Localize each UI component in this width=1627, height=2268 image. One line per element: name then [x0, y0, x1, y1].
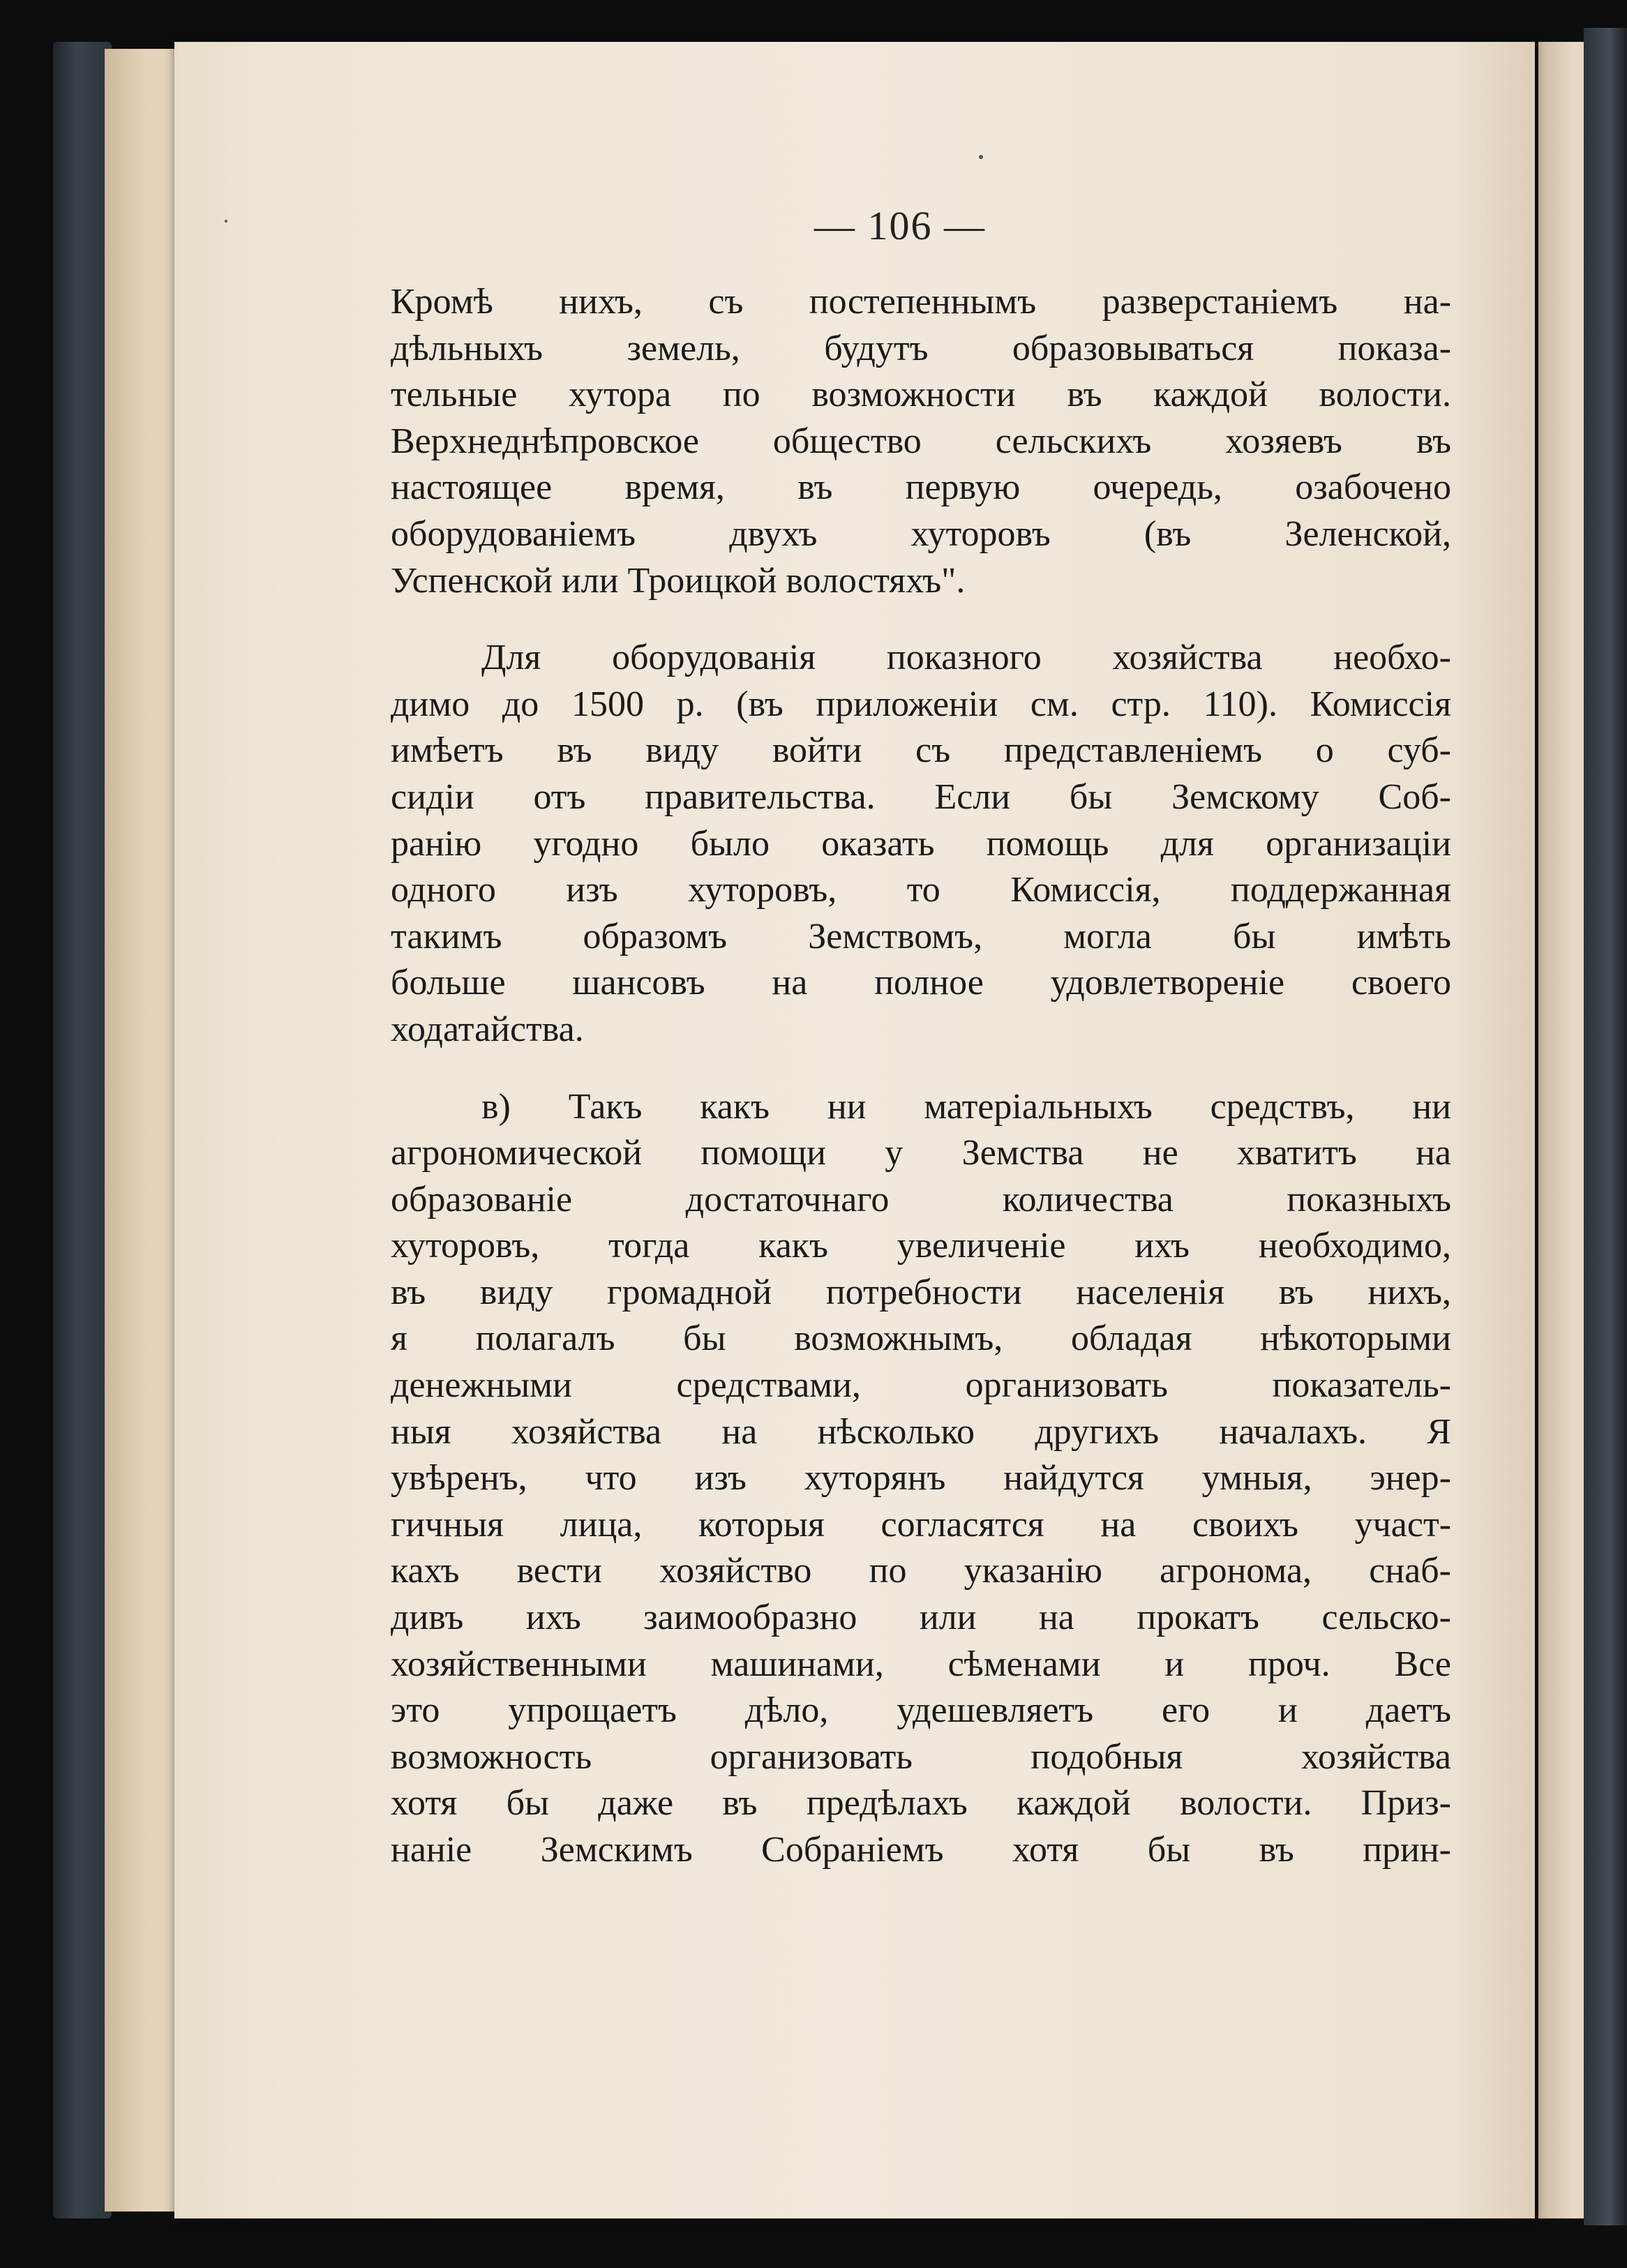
paragraph-3: [391, 1084, 1451, 1874]
text-line: хуторовъ, тогда какъ увеличеніе ихъ необходимо,: [391, 1226, 1451, 1266]
text-line: увѣренъ, что изъ хуторянъ найдутся умныя, энер-: [391, 1458, 1451, 1499]
body-text: [391, 279, 1451, 1874]
text-line: гичныя лица, которыя согласятся на своихъ участ-: [391, 1504, 1451, 1545]
text-line: больше шансовъ на полное удовлетвореніе своего: [391, 963, 1451, 1003]
text-line: тельные хутора по возможности въ каждой волости.: [391, 375, 1451, 415]
ink-speck: [225, 220, 227, 223]
text-line: хозяйственными машинами, сѣменами и проч. Все: [391, 1644, 1451, 1684]
paragraph-2: [391, 635, 1451, 1053]
text-line: наніе Земскимъ Собраніемъ хотя бы въ прин-: [391, 1830, 1451, 1870]
text-line: дивъ ихъ заимообразно или на прокатъ сельско-: [391, 1598, 1451, 1638]
text-line: ранію угодно было оказать помощь для организаціи: [391, 823, 1451, 864]
book-cover-right: [1584, 28, 1627, 2225]
text-line: сидіи отъ правительства. Если бы Земскому Соб-: [391, 776, 1451, 817]
text-line: въ виду громадной потребности населенія въ нихъ,: [391, 1272, 1451, 1312]
text-line: это упрощаетъ дѣло, удешевляетъ его и даетъ: [391, 1690, 1451, 1731]
paragraph-1: [391, 279, 1451, 604]
text-line: я полагалъ бы возможнымъ, обладая нѣкоторыми: [391, 1319, 1451, 1359]
text-line: Верхнеднѣпровское общество сельскихъ хозяевъ въ: [391, 421, 1451, 461]
text-line: кахъ вести хозяйство по указанію агронома, снаб-: [391, 1551, 1451, 1591]
page-number: — 106 —: [814, 203, 986, 248]
text-line: возможность организовать подобныя хозяйства: [391, 1736, 1451, 1777]
text-line: Для оборудованія показного хозяйства необхо-: [481, 638, 1451, 678]
book-spine-left: [53, 42, 112, 2218]
text-line: настоящее время, въ первую очередь, озабочено: [391, 467, 1451, 508]
text-line: в) Такъ какъ ни матеріальныхъ средствъ, ни: [481, 1086, 1451, 1127]
text-line: Кромѣ нихъ, съ постепеннымъ разверстаніемъ на-: [391, 282, 1451, 322]
text-line: образованіе достаточнаго количества показныхъ: [391, 1179, 1451, 1219]
text-line: такимъ образомъ Земствомъ, могла бы имѣть: [391, 916, 1451, 956]
text-line: хотя бы даже въ предѣлахъ каждой волости. Приз-: [391, 1783, 1451, 1824]
text-line: денежными средствами, организовать показатель-: [391, 1365, 1451, 1406]
ink-speck: [979, 155, 983, 159]
text-line: дѣльныхъ земель, будутъ образовываться показа-: [391, 328, 1451, 368]
text-line: ныя хозяйства на нѣсколько другихъ началахъ. Я: [391, 1411, 1451, 1452]
text-line: ходатайства.: [391, 1009, 584, 1049]
text-line: имѣетъ въ виду войти съ представленіемъ о суб-: [391, 730, 1451, 771]
text-line: оборудованіемъ двухъ хуторовъ (въ Зеленской,: [391, 513, 1451, 554]
text-line: димо до 1500 р. (въ приложеніи см. стр. 110). Комиссія: [391, 684, 1451, 724]
text-line: одного изъ хуторовъ, то Комиссія, поддержанная: [391, 870, 1451, 910]
text-line: Успенской или Троицкой волостяхъ".: [391, 560, 966, 601]
text-line: агрономической помощи у Земства не хватитъ на: [391, 1133, 1451, 1173]
